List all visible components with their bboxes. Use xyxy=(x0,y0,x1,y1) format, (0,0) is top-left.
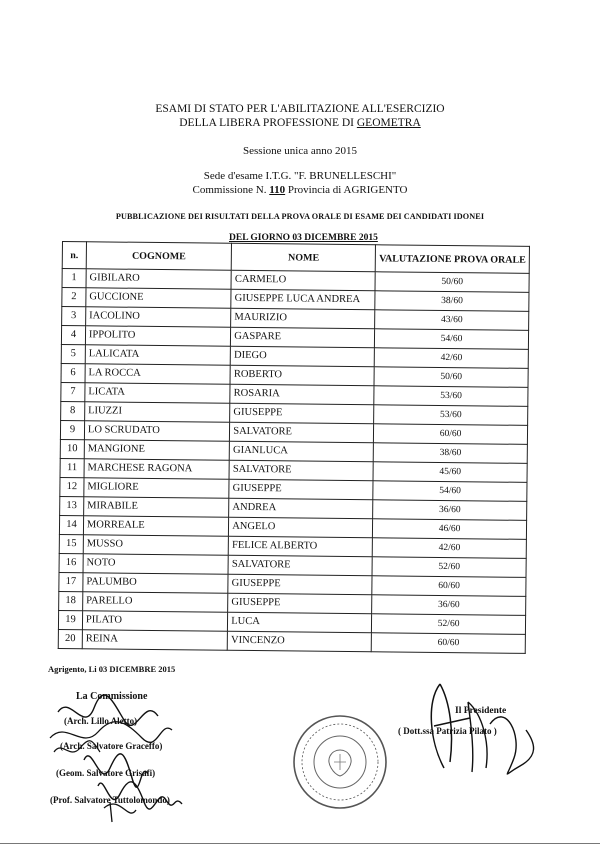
row-number: 6 xyxy=(61,363,85,382)
row-cognome: LICATA xyxy=(85,383,231,404)
row-nome: DIEGO xyxy=(230,346,374,367)
official-stamp-seal xyxy=(290,712,390,812)
row-voto: 42/60 xyxy=(374,348,528,369)
row-nome: GIUSEPPE xyxy=(228,593,372,614)
row-voto: 60/60 xyxy=(374,424,528,445)
stamp-emblem-detail xyxy=(334,754,346,770)
president-stroke-1 xyxy=(431,684,470,768)
row-cognome: GIBILARO xyxy=(86,269,232,290)
row-voto: 42/60 xyxy=(372,538,526,559)
row-voto: 46/60 xyxy=(373,519,527,540)
row-nome: GIANLUCA xyxy=(229,441,373,462)
row-cognome: LO SCRUDATO xyxy=(84,421,230,442)
row-number: 2 xyxy=(62,288,86,307)
commission-number: 110 xyxy=(269,184,286,196)
row-number: 15 xyxy=(59,534,83,553)
row-voto: 54/60 xyxy=(373,481,527,502)
row-cognome: IPPOLITO xyxy=(85,326,231,347)
page-bottom-rule xyxy=(0,843,600,844)
profession-name: GEOMETRA xyxy=(356,117,421,129)
row-voto: 50/60 xyxy=(374,367,528,388)
row-number: 16 xyxy=(59,553,83,572)
commission-suffix: Provincia di AGRIGENTO xyxy=(285,184,408,196)
exam-title-line1: ESAMI DI STATO PER L'ABILITAZIONE ALL'ESERCIZIO xyxy=(155,103,445,115)
signature-stroke-6 xyxy=(104,802,136,822)
row-voto: 60/60 xyxy=(371,633,525,654)
president-signature xyxy=(410,672,540,782)
row-voto: 54/60 xyxy=(375,329,529,350)
signature-stroke-2 xyxy=(50,722,172,743)
commission-member-2: (Arch. Salvatore Graceffo) xyxy=(60,741,163,751)
row-nome: FELICE ALBERTO xyxy=(228,536,372,557)
row-voto: 38/60 xyxy=(375,291,529,312)
row-number: 9 xyxy=(60,420,84,439)
row-cognome: LALICATA xyxy=(85,345,231,366)
row-cognome: PARELLO xyxy=(83,592,229,613)
row-number: 20 xyxy=(58,629,82,648)
row-voto: 36/60 xyxy=(372,595,526,616)
commission-signatures xyxy=(40,690,210,830)
row-number: 7 xyxy=(61,382,85,401)
exam-seat-line: Sede d'esame I.T.G. "F. BRUNELLESCHI" xyxy=(203,170,397,182)
signature-stroke-3 xyxy=(54,741,100,752)
row-cognome: REINA xyxy=(82,630,228,651)
row-cognome: GUCCIONE xyxy=(86,288,232,309)
row-cognome: MUSSO xyxy=(83,535,229,556)
row-nome: SALVATORE xyxy=(229,460,373,481)
signature-stroke-1 xyxy=(58,695,158,725)
commission-prefix: Commissione N. xyxy=(192,184,270,196)
commission-member-1: (Arch. Lillo Aletto) xyxy=(64,716,138,726)
col-header-cognome: COGNOME xyxy=(86,242,232,271)
row-cognome: MANGIONE xyxy=(84,440,230,461)
row-cognome: MORREALE xyxy=(83,516,229,537)
row-number: 10 xyxy=(60,439,84,458)
row-nome: ANGELO xyxy=(229,517,373,538)
row-cognome: PILATO xyxy=(82,611,228,632)
row-cognome: IACOLINO xyxy=(86,307,232,328)
president-stroke-2 xyxy=(468,702,487,772)
row-voto: 43/60 xyxy=(375,310,529,331)
row-nome: GASPARE xyxy=(231,327,375,348)
row-number: 19 xyxy=(58,610,82,629)
row-cognome: PALUMBO xyxy=(83,573,229,594)
row-voto: 52/60 xyxy=(372,614,526,635)
row-number: 8 xyxy=(61,401,85,420)
results-table xyxy=(58,241,530,654)
row-number: 17 xyxy=(59,572,83,591)
place-date: Agrigento, Li 03 DICEMBRE 2015 xyxy=(48,664,176,674)
row-number: 3 xyxy=(62,307,86,326)
row-nome: CARMELO xyxy=(231,270,375,291)
row-cognome: LIUZZI xyxy=(85,402,231,423)
exam-title-prefix: DELLA LIBERA PROFESSIONE DI xyxy=(179,117,357,129)
row-number: 4 xyxy=(61,326,85,345)
commission-member-3: (Geom. Salvatore Grisafi) xyxy=(56,768,156,778)
row-number: 5 xyxy=(61,344,85,363)
publication-heading: PUBBLICAZIONE DEI RISULTATI DELLA PROVA ORALE DI ESAME DEI CANDIDATI IDONEI xyxy=(115,212,485,221)
row-voto: 60/60 xyxy=(372,576,526,597)
row-voto: 38/60 xyxy=(373,443,527,464)
row-number: 12 xyxy=(60,477,84,496)
commission-label: La Commissione xyxy=(76,691,148,702)
row-cognome: LA ROCCA xyxy=(85,364,231,385)
row-number: 11 xyxy=(60,458,84,477)
col-header-valutazione: VALUTAZIONE PROVA ORALE xyxy=(375,245,529,274)
row-nome: ROBERTO xyxy=(230,365,374,386)
president-stroke-3 xyxy=(490,717,534,774)
row-number: 1 xyxy=(62,269,86,288)
row-nome: ROSARIA xyxy=(230,384,374,405)
row-cognome: MIRABILE xyxy=(84,497,230,518)
row-voto: 50/60 xyxy=(375,272,529,293)
row-voto: 52/60 xyxy=(372,557,526,578)
exam-title-line2 xyxy=(0,117,600,130)
row-number: 13 xyxy=(60,496,84,515)
row-nome: MAURIZIO xyxy=(231,308,375,329)
col-header-nome: NOME xyxy=(231,243,375,272)
commission-member-4: (Prof. Salvatore Tuttolomondo) xyxy=(50,795,170,805)
session-line: Sessione unica anno 2015 xyxy=(243,145,357,157)
signature-stroke-4 xyxy=(84,754,148,787)
row-nome: SALVATORE xyxy=(228,555,372,576)
row-number: 18 xyxy=(59,591,83,610)
row-cognome: MARCHESE RAGONA xyxy=(84,459,230,480)
row-voto: 36/60 xyxy=(373,500,527,521)
row-cognome: MIGLIORE xyxy=(84,478,230,499)
row-nome: LUCA xyxy=(228,612,372,633)
row-cognome: NOTO xyxy=(83,554,229,575)
col-header-n: n. xyxy=(62,242,86,269)
row-voto: 53/60 xyxy=(374,405,528,426)
row-number: 14 xyxy=(59,515,83,534)
exam-day-heading: DEL GIORNO 03 DICEMBRE 2015 xyxy=(229,233,378,243)
row-nome: SALVATORE xyxy=(230,422,374,443)
president-name: ( Dott.ssa Patrizia Pilato ) xyxy=(398,726,497,736)
row-voto: 45/60 xyxy=(373,462,527,483)
row-nome: GIUSEPPE xyxy=(228,574,372,595)
commission-line xyxy=(0,184,600,197)
row-nome: VINCENZO xyxy=(227,631,371,652)
row-nome: GIUSEPPE xyxy=(230,403,374,424)
row-nome: GIUSEPPE xyxy=(229,479,373,500)
row-nome: GIUSEPPE LUCA ANDREA xyxy=(231,289,375,310)
row-nome: ANDREA xyxy=(229,498,373,519)
row-voto: 53/60 xyxy=(374,386,528,407)
president-label: Il Presidente xyxy=(455,706,507,716)
